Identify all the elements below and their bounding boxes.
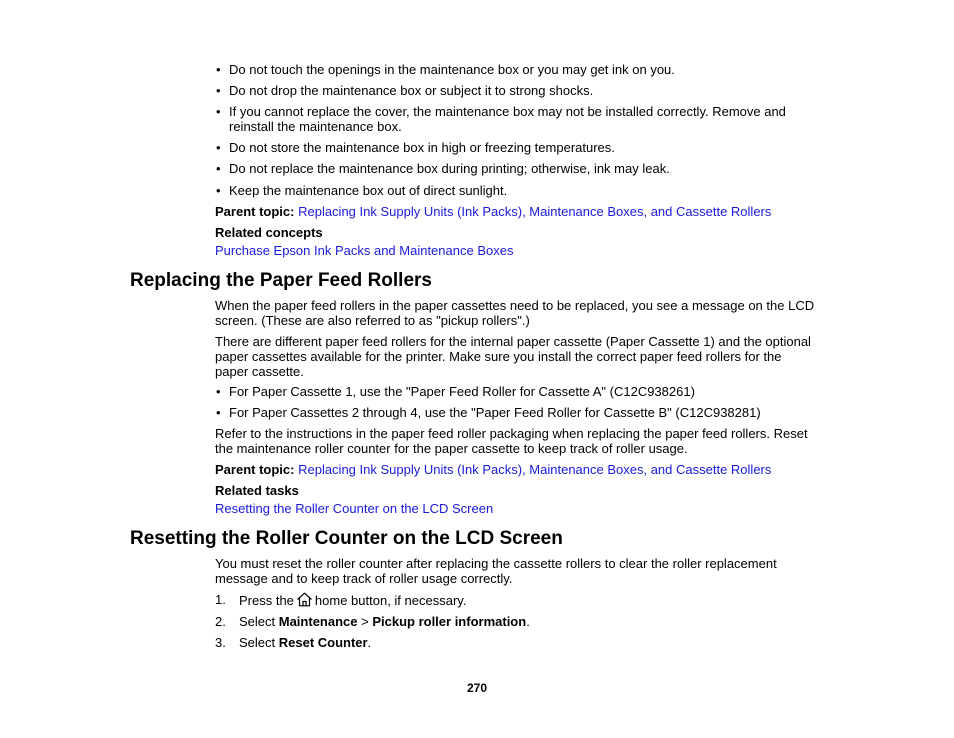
- step: [239, 614, 530, 629]
- menu-name-maintenance: Maintenance: [278, 614, 358, 629]
- list-item: Do not drop the maintenance box or subject it to strong shocks.: [229, 83, 594, 98]
- bullet-marker: •: [216, 104, 221, 119]
- step: [239, 635, 371, 650]
- parent-topic-link[interactable]: Replacing Ink Supply Units (Ink Packs), Maintenance Boxes, and Cassette Rollers: [298, 462, 772, 477]
- list-item: If you cannot replace the cover, the maintenance box may not be installed correctly. Remove and: [229, 104, 786, 119]
- parent-topic: [215, 204, 771, 219]
- menu-name-pickup-roller: Pickup roller information: [372, 614, 527, 629]
- step-number: 3.: [215, 635, 226, 650]
- bullet-marker: •: [216, 384, 221, 399]
- list-item: Keep the maintenance box out of direct sunlight.: [229, 183, 508, 198]
- parent-topic-label: Parent topic:: [215, 204, 295, 219]
- step-text: home button, if necessary.: [314, 593, 467, 608]
- paragraph: paper cassettes available for the printer. Make sure you install the correct paper feed rollers for the: [215, 349, 782, 364]
- step-number: 2.: [215, 614, 226, 629]
- paragraph: the maintenance roller counter for the paper cassette to keep track of roller usage.: [215, 441, 688, 456]
- related-tasks-label: Related tasks: [215, 483, 299, 498]
- list-item-continued: reinstall the maintenance box.: [229, 119, 402, 134]
- bullet-marker: •: [216, 161, 221, 176]
- step-text: Select: [239, 614, 279, 629]
- list-item: Do not touch the openings in the maintenance box or you may get ink on you.: [229, 62, 675, 77]
- paragraph: message and to keep track of roller usage correctly.: [215, 571, 513, 586]
- paragraph: You must reset the roller counter after replacing the cassette rollers to clear the roller replacement: [215, 556, 777, 571]
- list-item: Do not replace the maintenance box during printing; otherwise, ink may leak.: [229, 161, 670, 176]
- home-icon: [296, 592, 313, 607]
- list-item: For Paper Cassettes 2 through 4, use the "Paper Feed Roller for Cassette B" (C12C938281): [229, 405, 761, 420]
- step-text: Press the: [239, 593, 294, 608]
- bullet-marker: •: [216, 83, 221, 98]
- step-text: .: [367, 635, 372, 650]
- bullet-marker: •: [216, 140, 221, 155]
- step-text: .: [526, 614, 530, 629]
- paragraph: paper cassette.: [215, 364, 304, 379]
- related-concepts-link[interactable]: Purchase Epson Ink Packs and Maintenance Boxes: [215, 243, 514, 258]
- paragraph: There are different paper feed rollers for the internal paper cassette (Paper Cassette 1) and the optional: [215, 334, 811, 349]
- paragraph: Refer to the instructions in the paper feed roller packaging when replacing the paper feed rollers. Reset: [215, 426, 808, 441]
- related-tasks-link[interactable]: Resetting the Roller Counter on the LCD Screen: [215, 501, 494, 516]
- parent-topic: [215, 462, 771, 477]
- paragraph: When the paper feed rollers in the paper cassettes need to be replaced, you see a message on the LCD: [215, 298, 815, 313]
- list-item: Do not store the maintenance box in high or freezing temperatures.: [229, 140, 615, 155]
- step-number: 1.: [215, 592, 226, 607]
- paragraph: screen. (These are also referred to as "pickup rollers".): [215, 313, 530, 328]
- list-item: For Paper Cassette 1, use the "Paper Feed Roller for Cassette A" (C12C938261): [229, 384, 695, 399]
- bullet-marker: •: [216, 62, 221, 77]
- step: [239, 592, 466, 608]
- menu-name-reset-counter: Reset Counter: [278, 635, 368, 650]
- bullet-marker: •: [216, 405, 221, 420]
- bullet-marker: •: [216, 183, 221, 198]
- parent-topic-link[interactable]: Replacing Ink Supply Units (Ink Packs), Maintenance Boxes, and Cassette Rollers: [298, 204, 772, 219]
- menu-separator: >: [357, 614, 373, 629]
- section-heading: Resetting the Roller Counter on the LCD Screen: [130, 528, 563, 549]
- parent-topic-label: Parent topic:: [215, 462, 295, 477]
- page-number: 270: [466, 681, 488, 695]
- step-text: Select: [239, 635, 279, 650]
- section-heading: Replacing the Paper Feed Rollers: [130, 270, 432, 291]
- related-concepts-label: Related concepts: [215, 225, 323, 240]
